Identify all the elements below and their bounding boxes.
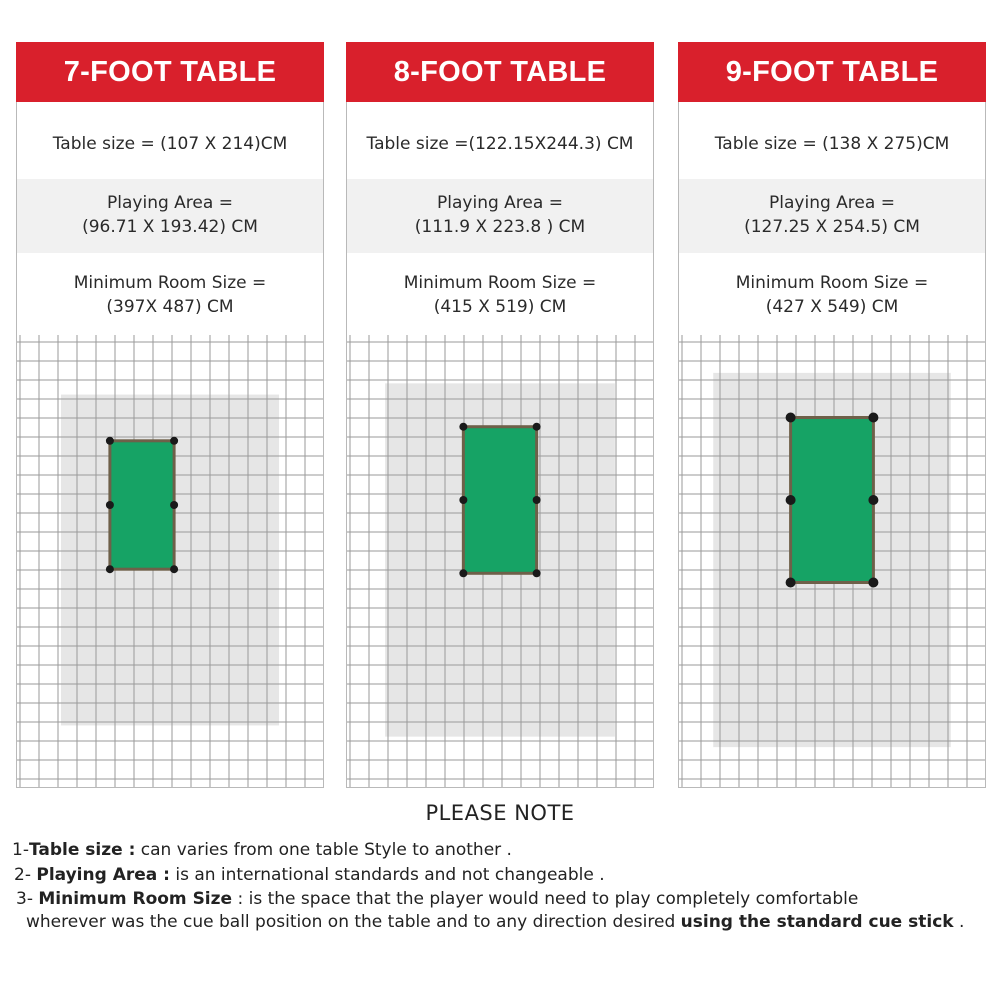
pool-table: [463, 427, 536, 574]
pool-table: [791, 418, 874, 583]
card-8-foot: [346, 42, 654, 788]
pocket: [170, 565, 178, 573]
playing-area-block: [347, 179, 653, 253]
room-size-value: (397X 487) CM: [106, 297, 234, 317]
note-prefix: 1-: [12, 840, 29, 860]
room-grid: [679, 335, 985, 787]
pocket: [533, 496, 541, 504]
playing-area-value: (111.9 X 223.8 ) CM: [414, 217, 586, 237]
room-size-block: [17, 271, 323, 319]
room-size-value: (415 X 519) CM: [433, 297, 567, 317]
playing-area-value: (96.71 X 193.42) CM: [82, 217, 258, 237]
pocket: [106, 501, 114, 509]
pocket: [786, 413, 796, 423]
note-term: Table size :: [28, 840, 136, 860]
playing-area-label: Playing Area =: [437, 193, 563, 213]
note-text: : is the space that the player would need to play completely comfortable: [232, 889, 859, 909]
note-text: can varies from one table Style to another .: [135, 840, 512, 860]
table-size-text: Table size = (138 X 275)CM: [714, 134, 950, 154]
note-term: Minimum Room Size: [38, 889, 233, 909]
room-size-label: Minimum Room Size =: [735, 273, 929, 293]
pocket: [459, 569, 467, 577]
note-1: [12, 840, 512, 860]
pool-table: [110, 441, 174, 569]
card-title: 7-FOOT TABLE: [16, 42, 324, 102]
note-2: [14, 865, 605, 885]
pocket: [786, 578, 796, 588]
pocket: [533, 569, 541, 577]
note-3: [16, 889, 858, 909]
note-text: wherever was the cue ball position on the table and to any direction desired: [26, 912, 681, 932]
pocket: [170, 437, 178, 445]
playing-area-block: [679, 179, 985, 253]
pocket: [459, 496, 467, 504]
room-size-value: (427 X 549) CM: [765, 297, 899, 317]
pocket: [106, 437, 114, 445]
note-text: is an international standards and not changeable .: [169, 865, 605, 885]
room-size-label: Minimum Room Size =: [403, 273, 597, 293]
room-size-block: [347, 271, 653, 319]
pocket: [868, 578, 878, 588]
pocket: [868, 495, 878, 505]
table-size-text: Table size =(122.15X244.3) CM: [366, 134, 634, 154]
note-prefix: 3-: [16, 889, 39, 909]
note-prefix: 2-: [14, 865, 37, 885]
room-size-label: Minimum Room Size =: [73, 273, 267, 293]
pocket: [533, 423, 541, 431]
card-7-foot: [16, 42, 324, 788]
pocket: [786, 495, 796, 505]
playing-area-block: [17, 179, 323, 253]
pocket: [106, 565, 114, 573]
room-grid: [347, 335, 653, 787]
note-emphasis: using the standard cue stick: [680, 912, 954, 932]
note-end: .: [953, 912, 965, 932]
note-term: Playing Area :: [36, 865, 170, 885]
table-size-text: Table size = (107 X 214)CM: [52, 134, 288, 154]
playing-area-label: Playing Area =: [107, 193, 233, 213]
room-grid: [17, 335, 323, 787]
card-title: 9-FOOT TABLE: [678, 42, 986, 102]
card-9-foot: [678, 42, 986, 788]
note-3-continued: [26, 912, 964, 932]
pocket: [459, 423, 467, 431]
card-title: 8-FOOT TABLE: [346, 42, 654, 102]
please-note-title: PLEASE NOTE: [425, 801, 575, 825]
pocket: [868, 413, 878, 423]
room-size-block: [679, 271, 985, 319]
playing-area-value: (127.25 X 254.5) CM: [744, 217, 920, 237]
playing-area-label: Playing Area =: [769, 193, 895, 213]
pocket: [170, 501, 178, 509]
